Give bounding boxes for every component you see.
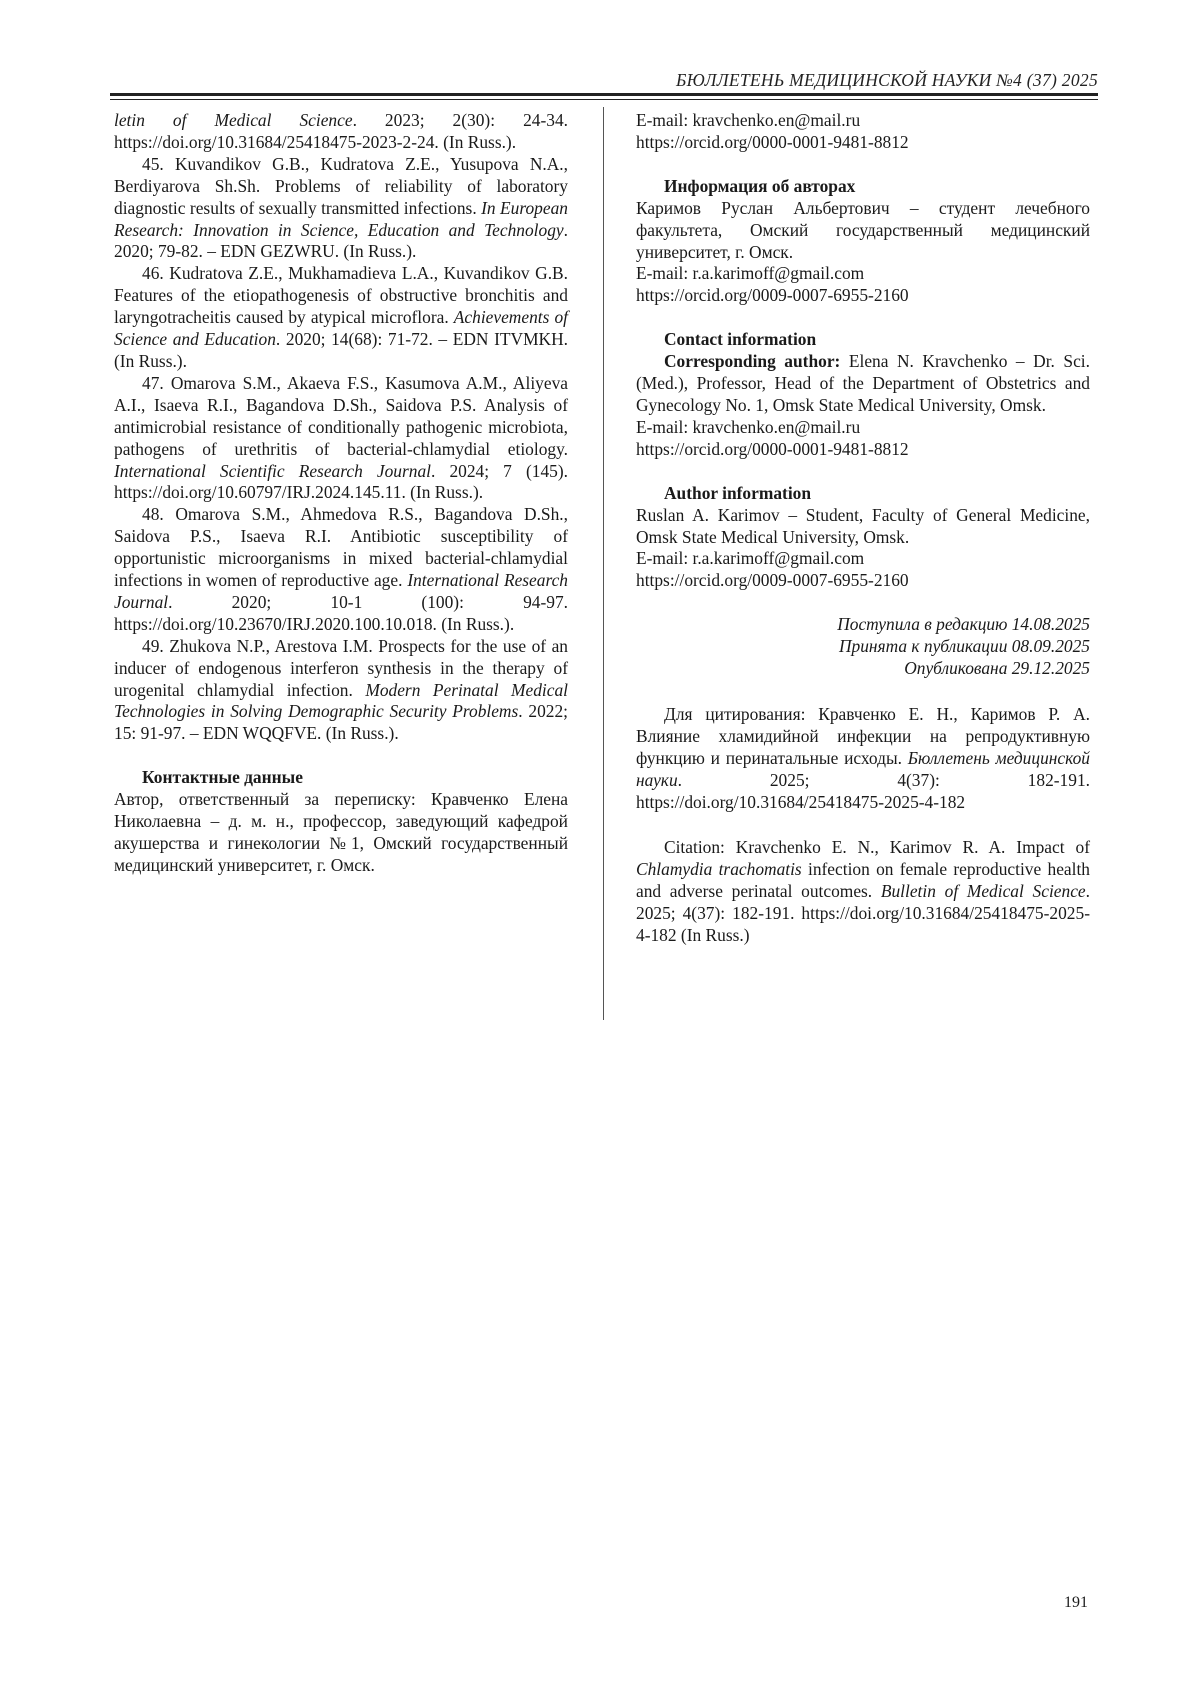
contact-heading-en: Contact information xyxy=(664,329,817,350)
page-number: 191 xyxy=(1064,1594,1088,1611)
contacts-text: Автор, ответственный за переписку: Кравченко Елена Николаевна – д. м. н., профессор, заведующий кафедрой акушерства и гинекологии №1, Омский государственный медицинский университет, г. Омск. xyxy=(114,789,568,875)
cite-details: . 2025; 4(37): 182-191. https://doi.org/10.31684/25418475-2025-4-182 xyxy=(636,769,1090,812)
author-info-en: Ruslan A. Karimov – Student, Faculty of General Medicine, Omsk State Medical University, Omsk. xyxy=(636,504,1090,547)
email-link[interactable]: E-mail: kravchenko.en@mail.ru xyxy=(636,416,861,437)
author-heading-en: Author information xyxy=(664,482,812,503)
reference-44-tail xyxy=(114,110,568,154)
email-link[interactable]: E-mail: r.a.karimoff@gmail.com xyxy=(636,263,865,284)
reference-46 xyxy=(114,263,568,373)
ref-text: 46. Kudratova Z.E., Mukhamadieva L.A., Kuvandikov G.B. Features of the etiopathogenesis of obstructive bronchitis and laryngotracheitis caused by atypical microflora. xyxy=(114,263,568,328)
author-info-ru: Каримов Руслан Альбертович – студент лечебного факультета, Омский государственный медицинский университет, г. Омск. xyxy=(636,197,1090,262)
authors-heading-ru: Информация об авторах xyxy=(664,175,856,196)
ref-text: 47. Omarova S.M., Akaeva F.S., Kasumova A.M., Aliyeva A.I., Isaeva R.I., Bagandova D.Sh., Saidova P.S. Analysis of antimicrobial resistance of conditionally pathogenic microbiota, pathogens of urethritis of bacterial-chlamydial etiology. xyxy=(114,372,568,459)
orcid-link[interactable]: https://orcid.org/0009-0007-6955-2160 xyxy=(636,570,909,591)
ref-text: 45. Kuvandikov G.B., Kudratova Z.E., Yusupova N.A., Berdiyarova Sh.Sh. Problems of reliability of laboratory diagnostic results of sexually transmitted infections. xyxy=(114,153,568,218)
received-date: Поступила в редакцию 14.08.2025 xyxy=(837,614,1090,635)
reference-49 xyxy=(114,636,568,746)
ref-details: . 2024; 7 (145). https://doi.org/10.60797/IRJ.2024.145.11. (In Russ.). xyxy=(114,460,568,503)
header-rule-thin xyxy=(110,99,1098,100)
ref-text: 49. Zhukova N.P., Arestova I.M. Prospects for the use of an inducer of endogenous interferon synthesis in the therapy of urogenital chlamydial infection. xyxy=(114,635,568,700)
reference-45 xyxy=(114,154,568,264)
accepted-date: Принята к публикации 08.09.2025 xyxy=(838,636,1090,657)
citation-ru xyxy=(636,704,1090,814)
column-divider xyxy=(603,107,604,1020)
publication-dates xyxy=(636,614,1090,680)
ref-details: . 2020; 10-1 (100): 94-97. https://doi.org/10.23670/IRJ.2020.100.10.018. (In Russ.). xyxy=(114,591,568,634)
cite-details: . 2025; 4(37): 182-191. https://doi.org/10.31684/25418475-2025-4-182 (In Russ.) xyxy=(636,881,1090,946)
citation-en xyxy=(636,837,1090,947)
orcid-link[interactable]: https://orcid.org/0000-0001-9481-8812 xyxy=(636,438,909,459)
published-date: Опубликована 29.12.2025 xyxy=(904,658,1090,679)
email-link[interactable]: E-mail: r.a.karimoff@gmail.com xyxy=(636,548,865,569)
right-column xyxy=(636,110,1090,947)
ref-text: 48. Omarova S.M., Ahmedova R.S., Bagandova D.Sh., Saidova P.S., Isaeva R.I. Antibiotic susceptibility of opportunistic microorganisms in mixed bacterial-chlamydial infections in women of reproductive age. xyxy=(114,504,568,591)
cite-journal: Bulletin of Medical Science xyxy=(880,881,1086,902)
cite-species: Chlamydia trachomatis xyxy=(636,859,802,880)
ref-journal: International Scientific Research Journal xyxy=(114,460,431,481)
ref-details: . 2022; 15: 91-97. – EDN WQQFVE. (In Russ.). xyxy=(114,701,568,744)
ref-journal: Modern Perinatal Medical Technologies in Solving Demographic Security Problems xyxy=(114,679,568,722)
reference-48 xyxy=(114,504,568,635)
ref-details: . 2020; 14(68): 71-72. – EDN ITVMKH. (In Russ.). xyxy=(114,329,568,371)
reference-47 xyxy=(114,373,568,504)
ref-details: . 2023; 2(30): 24-34. https://doi.org/10.31684/25418475-2023-2-24. (In Russ.). xyxy=(114,110,568,152)
journal-header: БЮЛЛЕТЕНЬ МЕДИЦИНСКОЙ НАУКИ №4 (37) 2025 xyxy=(676,70,1098,90)
ref-journal: Achievements of Science and Education xyxy=(114,307,568,350)
ref-journal: letin of Medical Science xyxy=(114,110,353,130)
ref-journal: International Research Journal xyxy=(114,570,569,612)
contacts-heading: Контактные данные xyxy=(142,767,303,788)
cite-text: infection on female reproductive health and adverse perinatal outcomes. xyxy=(636,859,1090,902)
left-column xyxy=(114,110,568,877)
ref-details: . 2020; 79-82. – EDN GEZWRU. (In Russ.). xyxy=(114,219,568,262)
corr-label: Corresponding author: xyxy=(664,351,841,372)
ref-journal: In European Research: Innovation in Science, Education and Technology xyxy=(114,197,568,240)
email-link[interactable]: E-mail: kravchenko.en@mail.ru xyxy=(636,110,861,130)
header-rule-thick xyxy=(110,93,1098,96)
cite-text: Для цитирования: Кравченко Е. Н., Каримов Р. А. Влияние хламидийной инфекции на репродуктивную функцию и перинатальные исходы. xyxy=(636,703,1090,768)
orcid-link[interactable]: https://orcid.org/0000-0001-9481-8812 xyxy=(636,131,909,152)
corr-text: Elena N. Kravchenko – Dr. Sci. (Med.), Professor, Head of the Department of Obstetrics and Gynecology No. 1, Omsk State Medical University, Omsk. xyxy=(636,351,1090,415)
cite-text: Citation: Kravchenko E. N., Karimov R. A. Impact of xyxy=(664,837,1090,858)
corresponding-author xyxy=(636,351,1090,417)
cite-journal: Бюллетень медицинской науки xyxy=(636,747,1090,790)
orcid-link[interactable]: https://orcid.org/0009-0007-6955-2160 xyxy=(636,285,909,306)
